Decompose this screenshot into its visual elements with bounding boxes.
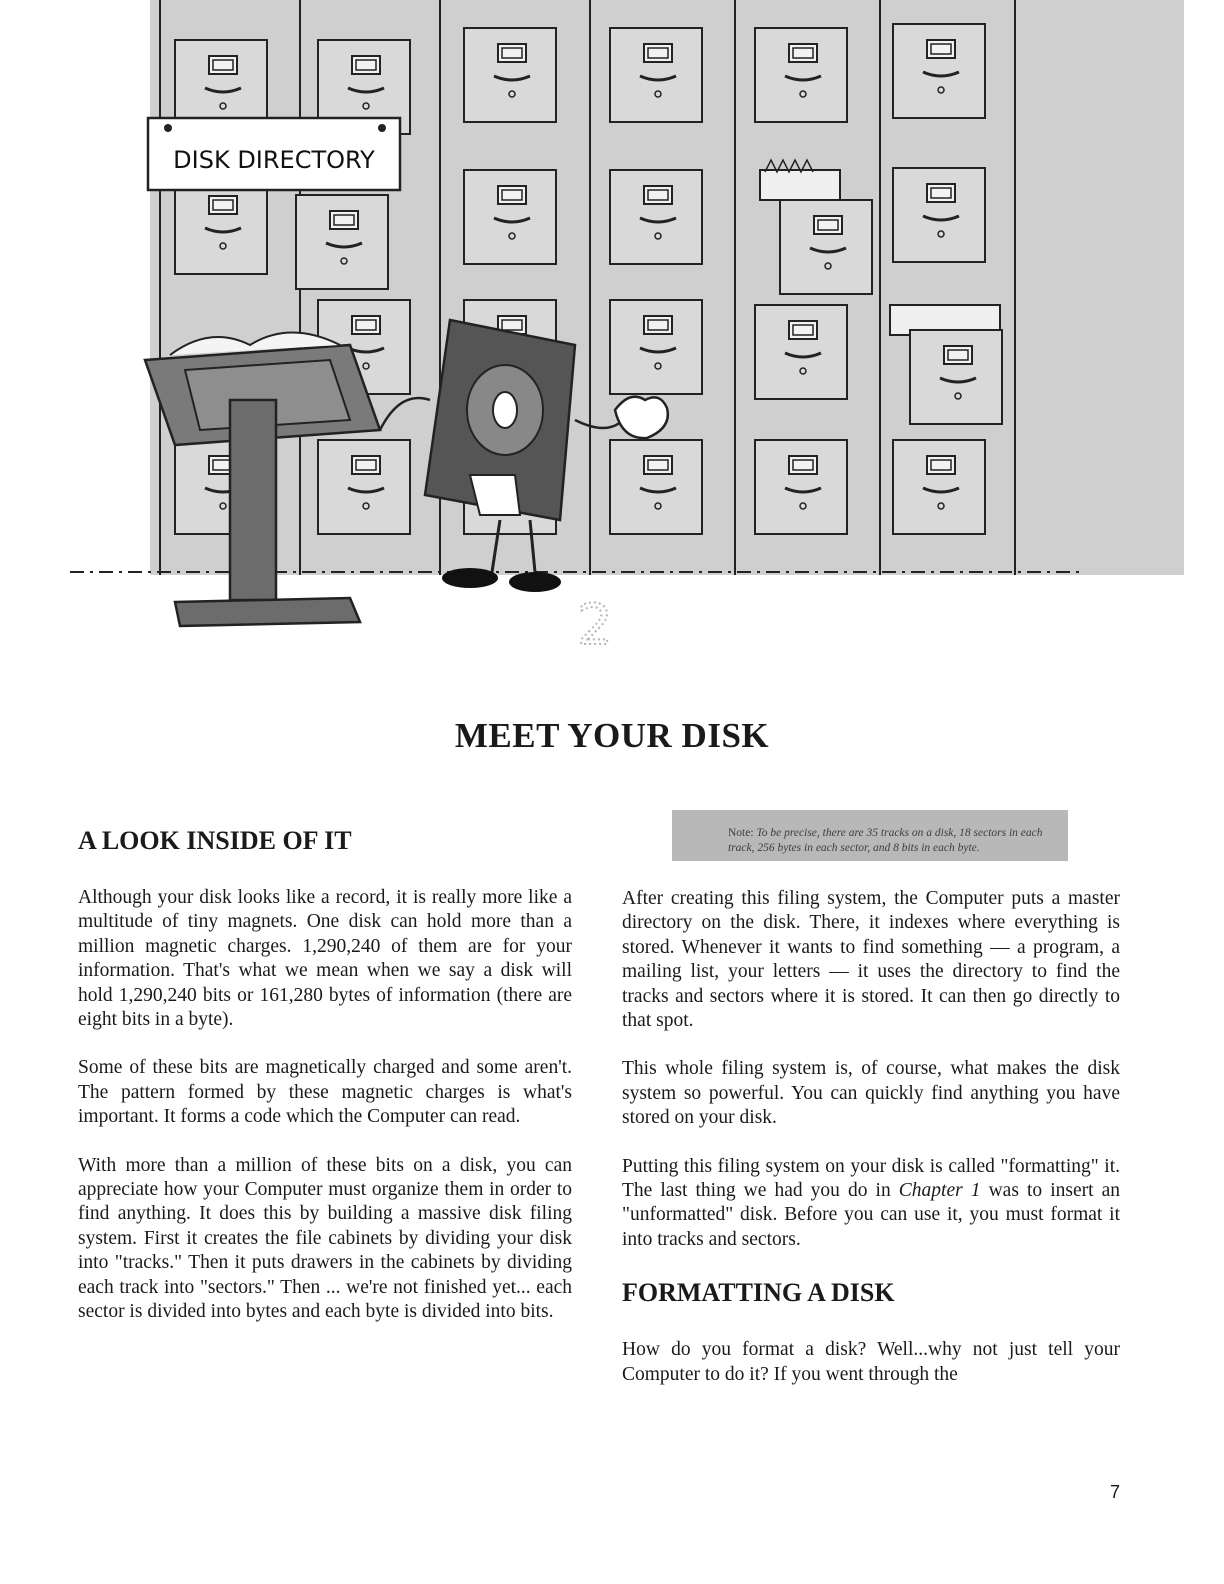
paragraph: Although your disk looks like a record, it is really more like a multitude of tiny magnets. One disk can hold more than a million magnetic charges. 1,290,240 of them are for your information. That's what we mean when we say a disk will hold 1,290,240 bits or 161,280 bytes of information (there are eight bits in a byte). [78, 887, 572, 1031]
section-heading-formatting: FORMATTING A DISK [622, 1278, 895, 1308]
section-heading-look-inside: A LOOK INSIDE OF IT [78, 826, 352, 855]
paragraph: This whole filing system is, of course, what makes the disk system so powerful. You can quickly find anything you have stored on your disk. [622, 1058, 1120, 1129]
chapter-number-ornament [570, 592, 620, 652]
right-column [622, 810, 1120, 1411]
svg-text:2: 2 [577, 593, 613, 652]
text-run: was to insert an "unformatted" disk. Before you can use it, you must format it into tracks and sectors. [622, 1180, 1120, 1250]
sign-text: DISK DIRECTORY [173, 146, 375, 174]
paragraph [622, 1155, 1120, 1253]
note-box [672, 810, 1068, 861]
note-text: To be precise, there are 35 tracks on a disk, 18 sectors in each track, 256 bytes in each sector, and 8 bits in each byte. [728, 827, 1043, 854]
page-title: MEET YOUR DISK [454, 716, 770, 755]
text-run: Putting this filing system on your disk is called "formatting" it. The last thing we had you do in [622, 1155, 1120, 1202]
chapter-reference: Chapter 1 [898, 1180, 981, 1202]
paragraph: With more than a million of these bits on a disk, you can appreciate how your Computer must organize them in order to find anything. It does this by building a massive disk filing system. First it creates the file cabinets by dividing your disk into "tracks." Then it puts drawers in the cabinets by dividing each track into "sectors." Then ... we're not finished yet... each sector is divided into bytes and each byte is divided into bits. [78, 1154, 572, 1323]
paragraph: After creating this filing system, the Computer puts a master directory on the disk. There, it indexes where everything is stored. Whenever it wants to find something — a program, a mailing list, your letters — it uses the directory to find the tracks and sectors where it is stored. It can then go directly to that spot. [622, 888, 1120, 1032]
left-column [78, 824, 572, 1349]
note-label: Note: [728, 827, 754, 839]
paragraph: How do you format a disk? Well...why not just tell your Computer to do it? If you went through the [622, 1339, 1120, 1385]
page-number: 7 [1110, 1482, 1121, 1502]
filing-cabinets-illustration [0, 0, 1224, 660]
paragraph: Some of these bits are magnetically charged and some aren't. The pattern formed by these magnetic charges is what's important. It forms a code which the Computer can read. [78, 1057, 572, 1128]
